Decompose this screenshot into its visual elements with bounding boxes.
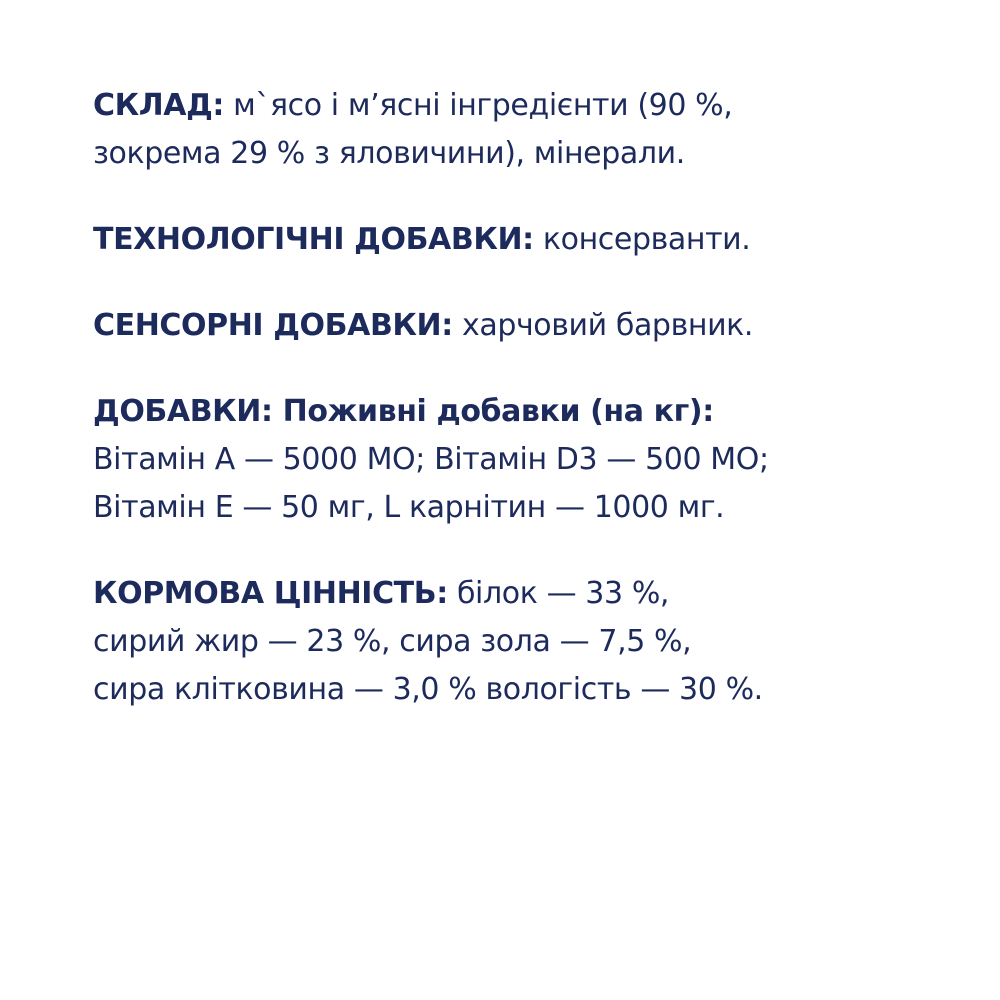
additives-label: ДОБАВКИ: [93,394,273,429]
sensory-additives-text: харчовий барвник. [452,308,754,343]
nutritional-value-line-3: сира клітковина — 3,0 % вологість — 30 %. [93,672,763,707]
composition-line-1 [93,82,973,130]
additives-section [93,388,973,532]
technological-additives-section [93,216,973,264]
technological-additives-text: консерванти. [533,222,751,257]
composition-section [93,82,973,178]
composition-label: СКЛАД: [93,88,224,123]
nutritional-value-label: КОРМОВА ЦІННІСТЬ: [93,576,448,611]
sensory-additives-line [93,302,973,350]
nutritional-value-text-1: білок — 33 %, [447,576,670,611]
ingredients-panel [93,82,973,752]
sensory-additives-section [93,302,973,350]
additives-line-3: Вітамін Е — 50 мг, L карнітин — 1000 мг. [93,490,725,525]
sensory-additives-label: СЕНСОРНІ ДОБАВКИ: [93,308,453,343]
nutritional-value-section [93,570,973,714]
additives-line-2: Вітамін А — 5000 МО; Вітамін D3 — 500 МО; [93,442,769,477]
nutritional-value-line-2: сирий жир — 23 %, сира зола — 7,5 %, [93,624,692,659]
composition-text-1: м`ясо і м’ясні інгредієнти (90 %, [224,88,733,123]
additives-sublabel: Поживні добавки (на кг): [272,394,714,429]
technological-additives-label: ТЕХНОЛОГІЧНІ ДОБАВКИ: [93,222,534,257]
nutritional-value-line-1 [93,570,973,618]
composition-line-2: зокрема 29 % з яловичини), мінерали. [93,136,685,171]
technological-additives-line [93,216,973,264]
additives-line-1 [93,388,973,436]
